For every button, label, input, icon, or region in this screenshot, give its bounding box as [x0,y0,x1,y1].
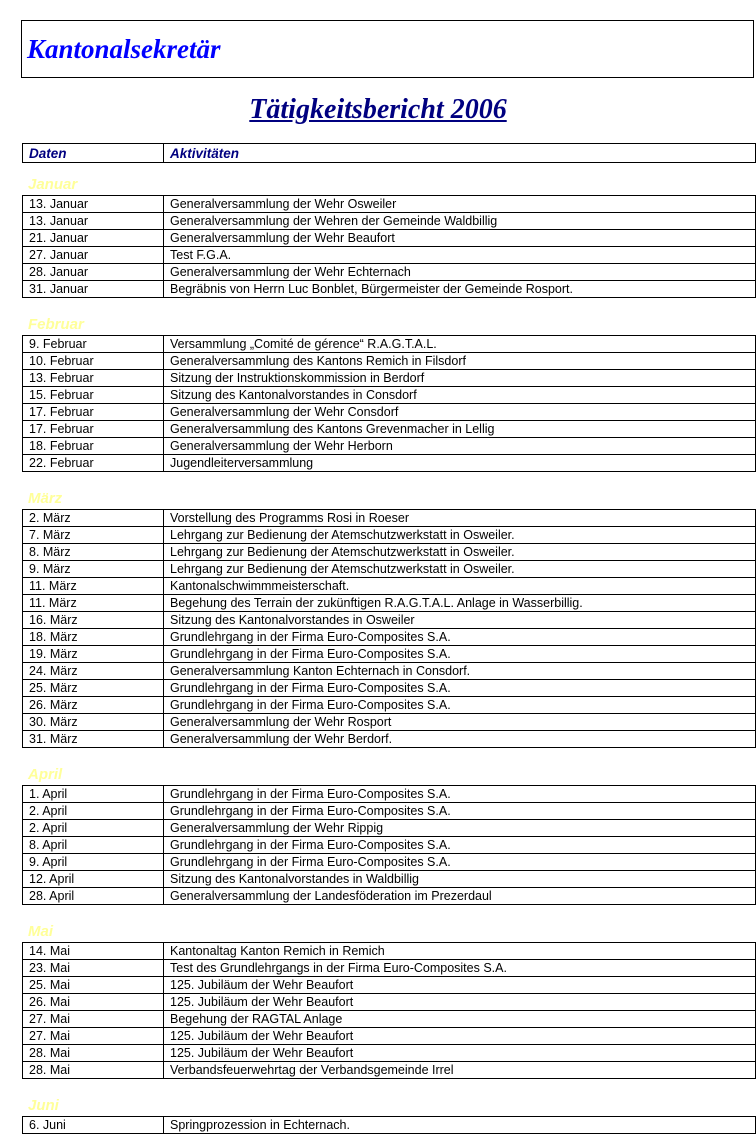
activity-cell: Generalversammlung der Wehr Herborn [164,438,756,455]
date-cell: 25. März [23,680,164,697]
table-row [23,196,756,213]
date-cell: 18. Februar [23,438,164,455]
activity-cell: Vorstellung des Programms Rosi in Roeser [164,510,756,527]
date-cell: 12. April [23,871,164,888]
date-cell: 27. Mai [23,1028,164,1045]
date-cell: 1. April [23,786,164,803]
table-row [23,213,756,230]
date-cell: 25. Mai [23,977,164,994]
date-cell: 9. März [23,561,164,578]
table-row [23,888,756,905]
activity-cell: Grundlehrgang in der Firma Euro-Composites S.A. [164,646,756,663]
table-row [23,871,756,888]
table-header [22,143,756,163]
table-row [23,731,756,748]
activity-report [22,143,755,1134]
activity-cell: Begehung des Terrain der zukünftigen R.A.G.T.A.L. Anlage in Wasserbillig. [164,595,756,612]
table-row [23,680,756,697]
table-row [23,387,756,404]
table-row [23,943,756,960]
activity-cell: Lehrgang zur Bedienung der Atemschutzwerkstatt in Osweiler. [164,527,756,544]
date-cell: 27. Januar [23,247,164,264]
table-row [23,854,756,871]
activity-cell: Grundlehrgang in der Firma Euro-Composites S.A. [164,629,756,646]
date-cell: 31. Januar [23,281,164,298]
activity-cell: Test des Grundlehrgangs in der Firma Euro-Composites S.A. [164,960,756,977]
table-row [23,455,756,472]
month-label: April [28,766,63,783]
activity-cell: Test F.G.A. [164,247,756,264]
date-cell: 11. März [23,578,164,595]
activity-cell: 125. Jubiläum der Wehr Beaufort [164,994,756,1011]
date-cell: 11. März [23,595,164,612]
activity-cell: Sitzung des Kantonalvorstandes in Waldbillig [164,871,756,888]
activity-cell: Grundlehrgang in der Firma Euro-Composites S.A. [164,697,756,714]
table-row [23,527,756,544]
date-cell: 21. Januar [23,230,164,247]
table-row [23,336,756,353]
table-row [23,820,756,837]
table-row [23,421,756,438]
table-row [23,404,756,421]
table-row [23,612,756,629]
date-cell: 10. Februar [23,353,164,370]
activity-cell: Grundlehrgang in der Firma Euro-Composites S.A. [164,786,756,803]
date-cell: 2. März [23,510,164,527]
activity-cell: Generalversammlung der Wehr Consdorf [164,404,756,421]
activity-cell: Begehung der RAGTAL Anlage [164,1011,756,1028]
table-row [23,1117,756,1134]
table-row [23,629,756,646]
date-cell: 14. Mai [23,943,164,960]
activity-cell: Kantonalschwimmmeisterschaft. [164,578,756,595]
activity-cell: Grundlehrgang in der Firma Euro-Composites S.A. [164,854,756,871]
activity-cell: Generalversammlung der Wehr Osweiler [164,196,756,213]
date-cell: 8. März [23,544,164,561]
table-row [23,353,756,370]
date-cell: 7. März [23,527,164,544]
activity-cell: Grundlehrgang in der Firma Euro-Composites S.A. [164,680,756,697]
date-cell: 26. Mai [23,994,164,1011]
table-row [23,264,756,281]
date-cell: 2. April [23,803,164,820]
month-table [22,195,756,298]
activity-cell: Sitzung des Kantonalvorstandes in Consdorf [164,387,756,404]
date-cell: 2. April [23,820,164,837]
table-row [23,578,756,595]
activity-cell: Generalversammlung der Wehr Rosport [164,714,756,731]
table-row [23,663,756,680]
table-row [23,803,756,820]
date-cell: 16. März [23,612,164,629]
date-cell: 31. März [23,731,164,748]
date-cell: 28. Mai [23,1045,164,1062]
table-row [23,561,756,578]
date-cell: 30. März [23,714,164,731]
activity-cell: Generalversammlung des Kantons Remich in Filsdorf [164,353,756,370]
date-cell: 26. März [23,697,164,714]
date-cell: 23. Mai [23,960,164,977]
date-cell: 28. Mai [23,1062,164,1079]
date-cell: 8. April [23,837,164,854]
table-row [23,646,756,663]
table-row [23,438,756,455]
date-cell: 17. Februar [23,404,164,421]
date-cell: 27. Mai [23,1011,164,1028]
activity-cell: Generalversammlung der Wehr Rippig [164,820,756,837]
month-sections [22,163,755,1134]
month-table [22,942,756,1079]
date-cell: 13. Januar [23,213,164,230]
table-row [23,1028,756,1045]
activity-cell: Generalversammlung des Kantons Grevenmacher in Lellig [164,421,756,438]
date-cell: 28. Januar [23,264,164,281]
table-row [23,1062,756,1079]
table-row [23,714,756,731]
activity-cell: Lehrgang zur Bedienung der Atemschutzwerkstatt in Osweiler. [164,561,756,578]
activity-cell: Generalversammlung Kanton Echternach in Consdorf. [164,663,756,680]
activity-cell: Generalversammlung der Wehr Berdorf. [164,731,756,748]
table-row [23,960,756,977]
date-cell: 9. Februar [23,336,164,353]
activity-cell: Begräbnis von Herrn Luc Bonblet, Bürgermeister der Gemeinde Rosport. [164,281,756,298]
column-header-date: Daten [23,144,164,163]
table-row [23,510,756,527]
month-label: März [28,490,63,507]
date-cell: 18. März [23,629,164,646]
month-table [22,509,756,748]
report-subtitle: Tätigkeitsbericht 2006 [249,94,507,125]
table-row [23,994,756,1011]
activity-cell: Generalversammlung der Wehren der Gemeinde Waldbillig [164,213,756,230]
date-cell: 28. April [23,888,164,905]
activity-cell: Verbandsfeuerwehrtag der Verbandsgemeinde Irrel [164,1062,756,1079]
table-header-row [23,144,756,163]
date-cell: 19. März [23,646,164,663]
date-cell: 24. März [23,663,164,680]
title-box [21,20,754,78]
activity-cell: Springprozession in Echternach. [164,1117,756,1134]
activity-cell: 125. Jubiläum der Wehr Beaufort [164,1028,756,1045]
table-row [23,230,756,247]
activity-cell: Lehrgang zur Bedienung der Atemschutzwerkstatt in Osweiler. [164,544,756,561]
month-table [22,1116,756,1134]
table-row [23,544,756,561]
date-cell: 13. Januar [23,196,164,213]
month-label: Juni [28,1097,59,1114]
column-header-activity: Aktivitäten [164,144,756,163]
activity-cell: Grundlehrgang in der Firma Euro-Composites S.A. [164,803,756,820]
activity-cell: 125. Jubiläum der Wehr Beaufort [164,1045,756,1062]
date-cell: 9. April [23,854,164,871]
table-row [23,247,756,264]
activity-cell: Sitzung des Kantonalvorstandes in Osweiler [164,612,756,629]
table-row [23,370,756,387]
month-label: Januar [28,176,78,193]
activity-cell: Versammlung „Comité de gérence“ R.A.G.T.A.L. [164,336,756,353]
table-row [23,595,756,612]
date-cell: 6. Juni [23,1117,164,1134]
activity-cell: Generalversammlung der Wehr Beaufort [164,230,756,247]
date-cell: 15. Februar [23,387,164,404]
activity-cell: Kantonaltag Kanton Remich in Remich [164,943,756,960]
activity-cell: Generalversammlung der Landesföderation im Prezerdaul [164,888,756,905]
table-row [23,977,756,994]
activity-cell: Generalversammlung der Wehr Echternach [164,264,756,281]
date-cell: 13. Februar [23,370,164,387]
page-title: Kantonalsekretär [27,34,221,64]
date-cell: 17. Februar [23,421,164,438]
activity-cell: Jugendleiterversammlung [164,455,756,472]
table-row [23,1011,756,1028]
table-row [23,697,756,714]
activity-cell: 125. Jubiläum der Wehr Beaufort [164,977,756,994]
month-label: Mai [28,923,54,940]
table-row [23,281,756,298]
table-row [23,786,756,803]
activity-cell: Grundlehrgang in der Firma Euro-Composites S.A. [164,837,756,854]
date-cell: 22. Februar [23,455,164,472]
month-table [22,785,756,905]
table-row [23,1045,756,1062]
month-label: Februar [28,316,84,333]
activity-cell: Sitzung der Instruktionskommission in Berdorf [164,370,756,387]
month-table [22,335,756,472]
table-row [23,837,756,854]
